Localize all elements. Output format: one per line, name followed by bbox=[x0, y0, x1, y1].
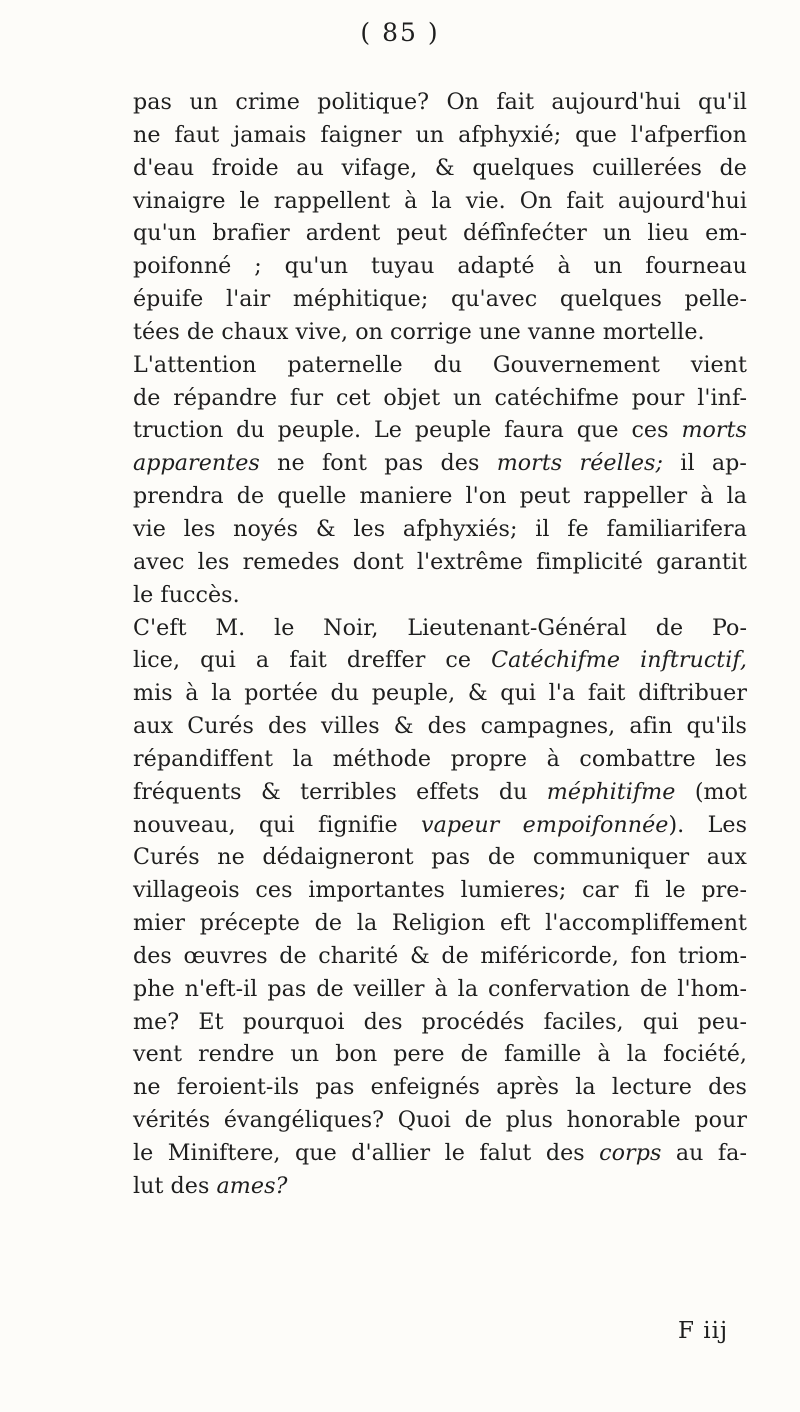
text-line bbox=[133, 841, 747, 874]
text-run: aux Curés des villes & des campagnes, afin qu'ils bbox=[133, 713, 747, 740]
text-run: il ap- bbox=[663, 450, 747, 477]
signature-mark: F iij bbox=[678, 1318, 729, 1344]
text-line bbox=[133, 382, 747, 415]
text-line bbox=[133, 152, 747, 185]
page-number: ( 85 ) bbox=[360, 18, 440, 47]
text-line bbox=[133, 546, 747, 579]
text-line bbox=[133, 940, 747, 973]
text-line bbox=[133, 710, 747, 743]
text-run: ne feroient-ils pas enfeignés après la lecture des bbox=[133, 1074, 747, 1101]
text-line bbox=[133, 1006, 747, 1039]
text-line bbox=[133, 217, 747, 250]
text-run: L'attention paternelle du Gouvernement vient bbox=[133, 351, 747, 378]
text-line bbox=[133, 316, 747, 349]
text-run: répandiffent la méthode propre à combattre les bbox=[133, 745, 747, 772]
text-line bbox=[133, 579, 747, 612]
text-run: fréquents & terribles effets du bbox=[133, 778, 547, 805]
text-run: d'eau froide au vifage, & quelques cuillerées de bbox=[133, 154, 747, 181]
text-line bbox=[133, 119, 747, 152]
text-run: avec les remedes dont l'extrême fimplicité garantit bbox=[133, 548, 747, 575]
italic-text: Catéchifme inftructif, bbox=[491, 647, 747, 674]
text-line bbox=[133, 447, 747, 480]
text-line bbox=[133, 1071, 747, 1104]
text-line bbox=[133, 809, 747, 842]
italic-text: apparentes bbox=[133, 450, 260, 477]
text-run: le fuccès. bbox=[133, 581, 240, 608]
text-line bbox=[133, 513, 747, 546]
text-line bbox=[133, 414, 747, 447]
text-run: lice, qui a fait dreffer ce bbox=[133, 647, 492, 674]
text-run: C'eft M. le Noir, Lieutenant-Général de Po- bbox=[133, 614, 747, 641]
text-run: ). Les bbox=[668, 811, 748, 838]
text-line bbox=[133, 907, 747, 940]
text-line bbox=[133, 743, 747, 776]
italic-text: méphitifme bbox=[546, 778, 676, 805]
text-run: mis à la portée du peuple, & qui l'a fait diftribuer bbox=[133, 680, 747, 707]
text-run: villageois ces importantes lumieres; car fi le pre- bbox=[133, 877, 747, 904]
text-run: tées de chaux vive, on corrige une vanne mortelle. bbox=[133, 318, 705, 345]
text-run: nouveau, qui fignifie bbox=[133, 811, 422, 838]
italic-text: ames? bbox=[216, 1172, 288, 1199]
text-line bbox=[133, 1038, 747, 1071]
text-line bbox=[133, 776, 747, 809]
text-line bbox=[133, 612, 747, 645]
italic-text: morts bbox=[681, 417, 747, 444]
text-run: ne faut jamais faigner un afphyxié; que l'afperfion bbox=[133, 121, 747, 148]
text-line bbox=[133, 250, 747, 283]
text-line bbox=[133, 874, 747, 907]
text-run: lut des bbox=[133, 1172, 217, 1199]
text-run: le Miniftere, que d'allier le falut des bbox=[133, 1140, 600, 1166]
text-run: Curés ne dédaigneront pas de communiquer aux bbox=[133, 844, 747, 871]
text-line bbox=[133, 1170, 747, 1203]
text-line bbox=[133, 1104, 747, 1137]
text-line bbox=[133, 1137, 747, 1170]
text-run: qu'un brafier ardent peut défînfećter un lieu em- bbox=[133, 220, 747, 247]
text-line bbox=[133, 185, 747, 218]
text-run: des œuvres de charité & de miféricorde, fon triom- bbox=[133, 942, 747, 969]
italic-text: corps bbox=[599, 1140, 662, 1166]
text-run: épuife l'air méphitique; qu'avec quelques pelle- bbox=[133, 286, 747, 313]
text-run: ne font pas des bbox=[259, 450, 497, 477]
text-run: vinaigre le rappellent à la vie. On fait aujourd'hui bbox=[133, 187, 747, 214]
text-line bbox=[133, 283, 747, 316]
text-run: phe n'eft-il pas de veiller à la confervation de l'hom- bbox=[133, 975, 747, 1002]
text-run: truction du peuple. Le peuple faura que ces bbox=[133, 417, 682, 444]
text-run: au fa- bbox=[661, 1140, 747, 1166]
text-run: vie les noyés & les afphyxiés; il fe familiarifera bbox=[133, 515, 747, 542]
text-run: prendra de quelle maniere l'on peut rappeller à la bbox=[133, 483, 747, 510]
text-line bbox=[133, 677, 747, 710]
italic-text: vapeur empoifonnée bbox=[421, 811, 669, 838]
text-run: poifonné ; qu'un tuyau adapté à un fourneau bbox=[133, 253, 747, 280]
text-run: vérités évangéliques? Quoi de plus honorable pour bbox=[133, 1107, 747, 1134]
text-line bbox=[133, 644, 747, 677]
text-run: (mot bbox=[675, 778, 747, 805]
text-run: de répandre fur cet objet un catéchifme pour l'inf- bbox=[133, 384, 747, 411]
text-run: me? Et pourquoi des procédés faciles, qui peu- bbox=[133, 1008, 747, 1035]
text-line bbox=[133, 973, 747, 1006]
text-run: pas un crime politique? On fait aujourd'hui qu'il bbox=[133, 89, 747, 115]
text-run: vent rendre un bon pere de famille à la fociété, bbox=[133, 1041, 747, 1068]
text-run: mier précepte de la Religion eft l'accompliffement bbox=[133, 910, 747, 937]
text-line bbox=[133, 86, 747, 119]
body-text bbox=[133, 86, 747, 1203]
text-line bbox=[133, 480, 747, 513]
italic-text: morts réelles; bbox=[496, 450, 663, 477]
text-line bbox=[133, 349, 747, 382]
